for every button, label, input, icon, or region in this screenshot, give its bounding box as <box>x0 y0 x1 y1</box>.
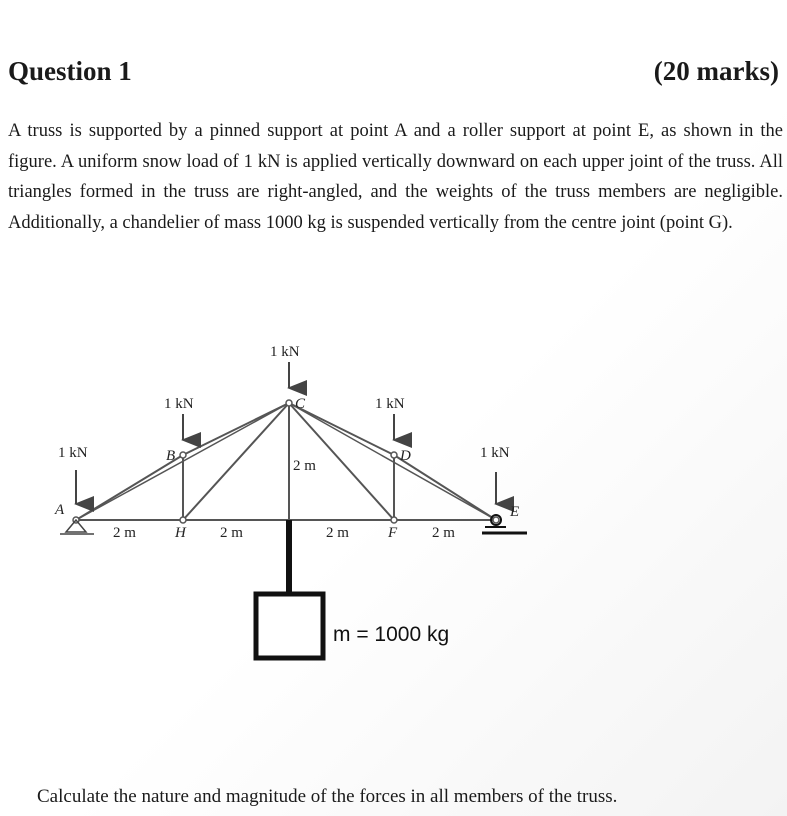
joint-D <box>391 452 397 458</box>
joint-label-F: F <box>388 525 398 541</box>
truss-figure <box>0 330 787 680</box>
load-label-A: 1 kN <box>58 445 88 461</box>
joint-label-C: C <box>295 396 306 412</box>
span-label-2: 2 m <box>220 525 243 541</box>
member-BC <box>183 403 289 455</box>
joint-label-D: D <box>400 448 411 464</box>
pin-support-A <box>60 520 94 534</box>
joint-F <box>391 517 397 523</box>
question-title: Question 1 <box>8 56 132 86</box>
chandelier-mass-box <box>256 594 323 658</box>
height-label: 2 m <box>293 458 316 474</box>
load-label-D: 1 kN <box>375 396 405 412</box>
question-text: Calculate the nature and magnitude of the forces in all members of the truss. <box>37 786 618 807</box>
member-CE-inner <box>289 403 496 520</box>
joint-label-H: H <box>175 525 186 541</box>
member-AB <box>76 455 183 520</box>
question-body: A truss is supported by a pinned support at point A and a roller support at point E, as shown in the figure. A uniform snow load of 1 kN is applied vertically downward on each upper joint of the truss. All triangles formed in the truss are right-angled, and the weights of the truss members are negligible. Additionally, a chandelier of mass 1000 kg is suspended vertically from the centre joint (point G). <box>8 121 783 233</box>
span-label-1: 2 m <box>113 525 136 541</box>
load-label-B: 1 kN <box>164 396 194 412</box>
mass-label: m = 1000 kg <box>333 623 450 646</box>
joint-label-A: A <box>55 502 65 518</box>
member-DE <box>394 455 496 520</box>
joint-B <box>180 452 186 458</box>
joint-label-E: E <box>510 504 520 520</box>
joint-E <box>493 517 499 523</box>
span-label-4: 2 m <box>432 525 455 541</box>
joints <box>73 400 499 523</box>
load-label-C: 1 kN <box>270 344 300 360</box>
member-HC <box>183 403 289 520</box>
joint-C <box>286 400 292 406</box>
roller-support-E <box>482 515 527 533</box>
load-label-E: 1 kN <box>480 445 510 461</box>
truss-members <box>76 403 496 520</box>
joint-H <box>180 517 186 523</box>
question-marks: (20 marks) <box>653 56 779 86</box>
span-label-3: 2 m <box>326 525 349 541</box>
joint-label-B: B <box>166 448 176 464</box>
